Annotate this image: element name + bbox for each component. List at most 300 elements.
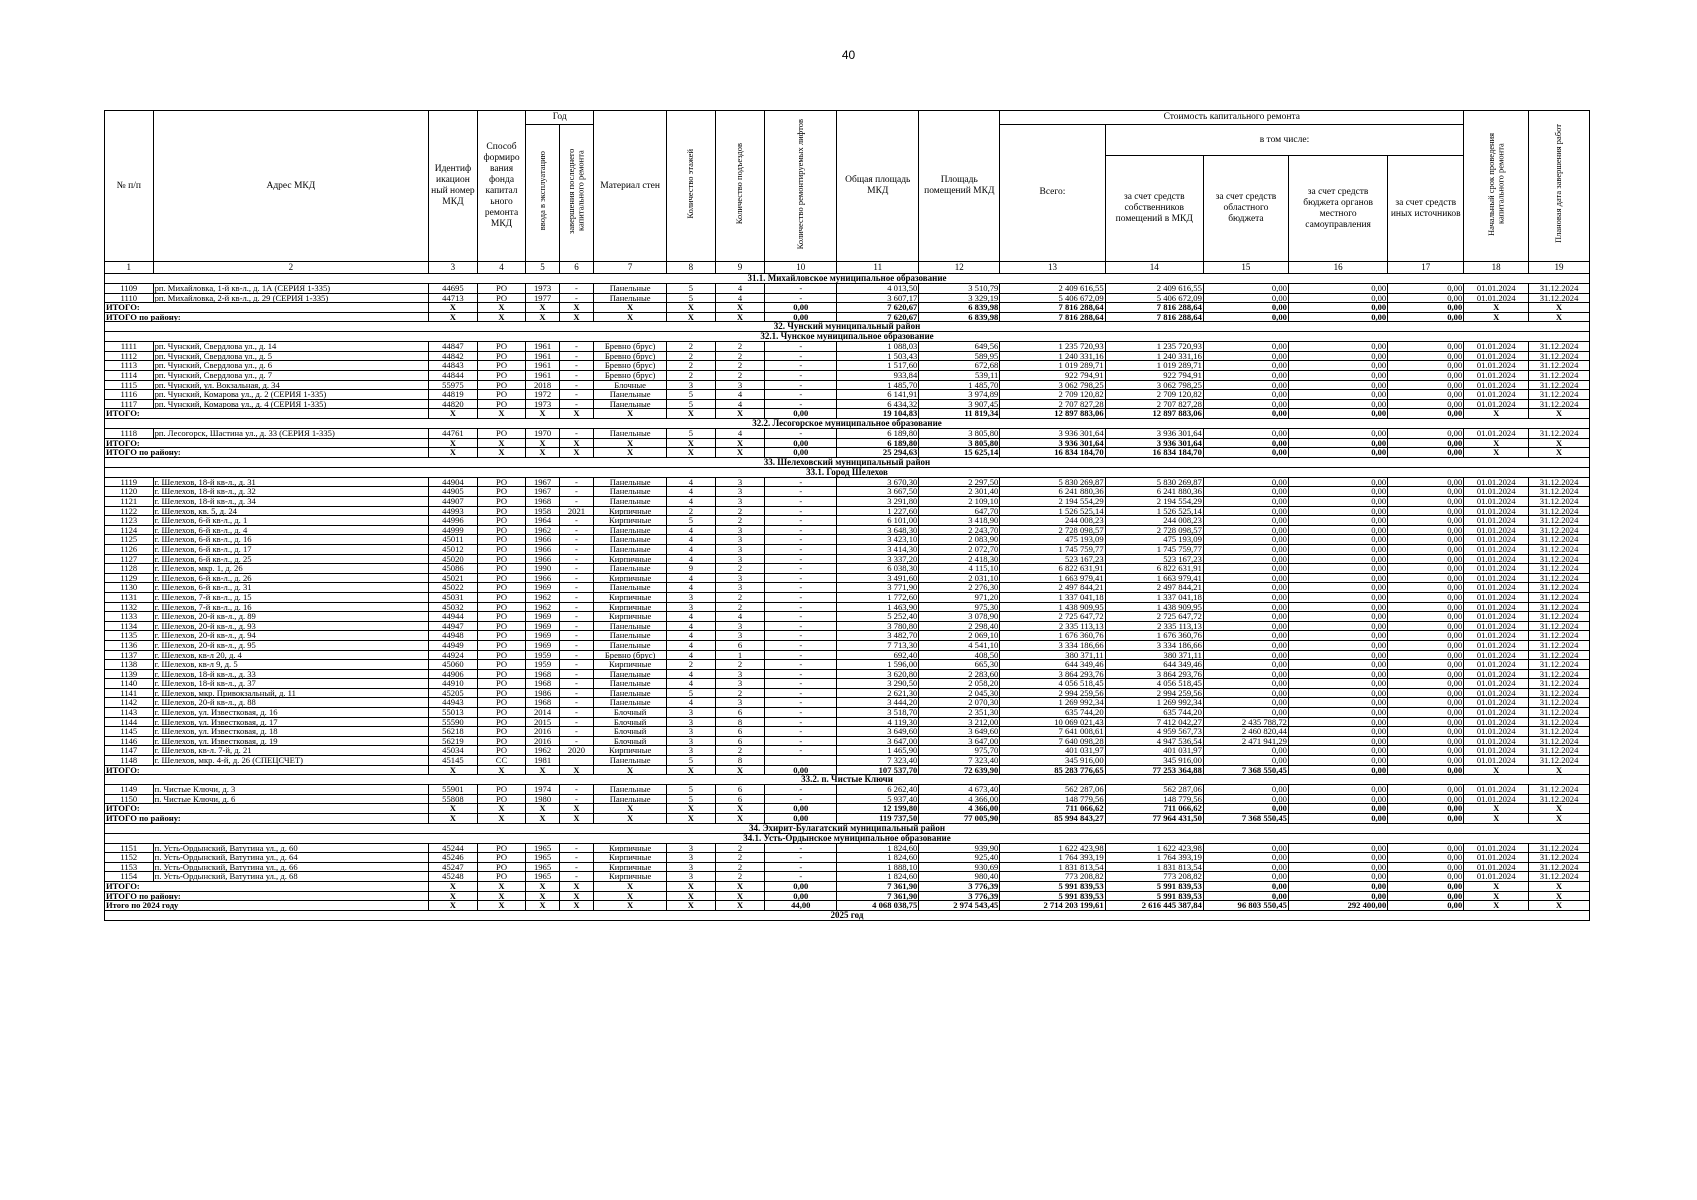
table-cell: X: [559, 438, 593, 448]
table-cell: 0,00: [1203, 621, 1288, 631]
table-cell: 1964: [526, 516, 559, 526]
table-cell: 2 728 098,57: [1000, 525, 1105, 535]
table-cell: X: [594, 891, 667, 901]
table-cell: 1123: [105, 516, 154, 526]
table-cell: рп. Чунский, Свердлова ул., д. 7: [153, 371, 429, 381]
table-cell: X: [559, 804, 593, 814]
table-cell: 3 776,39: [919, 891, 1000, 901]
table-cell: 01.01.2024: [1464, 698, 1529, 708]
table-cell: 31.12.2024: [1529, 621, 1590, 631]
table-cell: -: [559, 390, 593, 400]
table-cell: 4: [667, 679, 716, 689]
table-cell: 0,00: [1388, 506, 1464, 516]
table-cell: 2 418,30: [919, 554, 1000, 564]
table-cell: 2 194 554,29: [1105, 497, 1203, 507]
table-cell: 31.12.2024: [1529, 342, 1590, 352]
total-label: ИТОГО:: [105, 765, 429, 775]
table-cell: 0,00: [1203, 477, 1288, 487]
table-cell: 2: [715, 602, 765, 612]
table-cell: 25 294,63: [837, 448, 919, 458]
total-row: [105, 814, 1590, 824]
table-cell: X: [594, 901, 667, 911]
table-cell: г. Шелехов, 18-й кв-л., д. 31: [153, 477, 429, 487]
section-heading-row: [105, 322, 1590, 332]
table-cell: Кирпичные: [594, 592, 667, 602]
table-cell: 345 916,00: [1000, 756, 1105, 766]
table-row: [105, 698, 1590, 708]
table-cell: -: [765, 497, 837, 507]
table-cell: 44948: [429, 631, 478, 641]
column-number: 14: [1105, 261, 1203, 273]
table-row: [105, 660, 1590, 670]
table-cell: г. Шелехов, 20-й кв-л., д. 95: [153, 640, 429, 650]
table-cell: 0,00: [1388, 409, 1464, 419]
table-cell: 5: [667, 429, 716, 439]
table-cell: 2016: [526, 727, 559, 737]
table-cell: 1 622 423,98: [1105, 843, 1203, 853]
table-cell: 0,00: [1388, 312, 1464, 322]
table-cell: 0,00: [1203, 351, 1288, 361]
table-cell: 922 794,91: [1000, 371, 1105, 381]
table-cell: 1958: [526, 506, 559, 516]
table-cell: 0,00: [1203, 708, 1288, 718]
table-cell: 2 194 554,29: [1000, 497, 1105, 507]
table-cell: 31.12.2024: [1529, 351, 1590, 361]
table-cell: 971,20: [919, 592, 1000, 602]
table-cell: 1961: [526, 361, 559, 371]
table-cell: 45020: [429, 554, 478, 564]
total-label: ИТОГО:: [105, 303, 429, 313]
table-cell: X: [667, 765, 716, 775]
table-cell: 8: [715, 756, 765, 766]
table-cell: 1962: [526, 746, 559, 756]
table-cell: 0,00: [1388, 872, 1464, 882]
table-cell: X: [559, 881, 593, 891]
table-cell: 4: [667, 650, 716, 660]
table-cell: 85 994 843,27: [1000, 814, 1105, 824]
table-cell: 6 262,40: [837, 785, 919, 795]
table-cell: 3 771,90: [837, 583, 919, 593]
table-cell: 12 199,80: [837, 804, 919, 814]
table-cell: 2: [715, 660, 765, 670]
table-cell: 31.12.2024: [1529, 535, 1590, 545]
table-cell: 0,00: [1288, 756, 1387, 766]
table-cell: 0,00: [1203, 506, 1288, 516]
table-cell: 0,00: [1288, 872, 1387, 882]
table-cell: 0,00: [1388, 448, 1464, 458]
table-cell: X: [715, 312, 765, 322]
table-cell: -: [559, 679, 593, 689]
table-cell: 56218: [429, 727, 478, 737]
table-cell: 4: [715, 612, 765, 622]
table-cell: 773 208,82: [1000, 872, 1105, 882]
table-cell: 1 622 423,98: [1000, 843, 1105, 853]
table-cell: X: [429, 804, 478, 814]
table-cell: 692,40: [837, 650, 919, 660]
table-cell: РО: [477, 351, 526, 361]
table-cell: 562 287,06: [1105, 785, 1203, 795]
table-cell: 77 005,90: [919, 814, 1000, 824]
table-cell: -: [559, 736, 593, 746]
table-cell: 1146: [105, 736, 154, 746]
table-row: [105, 371, 1590, 381]
table-cell: 01.01.2024: [1464, 717, 1529, 727]
table-cell: -: [765, 535, 837, 545]
table-cell: X: [526, 814, 559, 824]
table-cell: 3: [715, 573, 765, 583]
table-cell: 6 822 631,91: [1000, 564, 1105, 574]
table-cell: 0,00: [1288, 736, 1387, 746]
table-cell: 1968: [526, 679, 559, 689]
table-cell: Панельные: [594, 535, 667, 545]
table-cell: -: [559, 380, 593, 390]
table-cell: 5 830 269,87: [1000, 477, 1105, 487]
table-cell: -: [765, 342, 837, 352]
table-cell: Панельные: [594, 669, 667, 679]
table-cell: X: [594, 814, 667, 824]
table-cell: Кирпичные: [594, 516, 667, 526]
table-cell: г. Шелехов, ул. Известковая, д. 16: [153, 708, 429, 718]
table-cell: 4: [667, 669, 716, 679]
table-cell: 3 647,00: [919, 736, 1000, 746]
table-cell: 2: [715, 351, 765, 361]
table-cell: 0,00: [1388, 573, 1464, 583]
table-cell: 55808: [429, 794, 478, 804]
table-cell: 1 088,03: [837, 342, 919, 352]
section-heading: 32. Чунский муниципальный район: [105, 322, 1590, 332]
table-cell: 01.01.2024: [1464, 785, 1529, 795]
table-cell: -: [559, 843, 593, 853]
table-cell: 0,00: [1388, 621, 1464, 631]
table-cell: 0,00: [1203, 371, 1288, 381]
table-cell: 2 709 120,82: [1000, 390, 1105, 400]
table-cell: 0,00: [1203, 583, 1288, 593]
table-cell: 2020: [559, 746, 593, 756]
table-cell: 0,00: [1388, 544, 1464, 554]
table-cell: 31.12.2024: [1529, 785, 1590, 795]
table-cell: 6: [715, 794, 765, 804]
table-cell: РО: [477, 746, 526, 756]
table-cell: 15 625,14: [919, 448, 1000, 458]
table-cell: 2 707 827,28: [1105, 399, 1203, 409]
table-cell: -: [765, 708, 837, 718]
table-cell: г. Шелехов, 6-й кв-л., д. 25: [153, 554, 429, 564]
table-cell: 0,00: [1288, 497, 1387, 507]
table-cell: X: [559, 409, 593, 419]
table-cell: 31.12.2024: [1529, 746, 1590, 756]
table-cell: 7 620,67: [837, 303, 919, 313]
table-cell: X: [667, 438, 716, 448]
table-cell: 3 907,45: [919, 399, 1000, 409]
table-cell: 0,00: [1203, 891, 1288, 901]
table-cell: 0,00: [765, 448, 837, 458]
table-cell: РО: [477, 283, 526, 293]
table-cell: 01.01.2024: [1464, 506, 1529, 516]
table-cell: 2: [715, 361, 765, 371]
table-cell: -: [559, 650, 593, 660]
table-row: [105, 351, 1590, 361]
table-row: [105, 525, 1590, 535]
table-cell: 0,00: [1203, 554, 1288, 564]
table-cell: Бревно (брус): [594, 371, 667, 381]
table-cell: рп. Михайловка, 1-й кв-л., д. 1А (СЕРИЯ 1-335): [153, 283, 429, 293]
table-cell: 1132: [105, 602, 154, 612]
table-cell: 31.12.2024: [1529, 708, 1590, 718]
table-cell: Панельные: [594, 399, 667, 409]
table-cell: 1143: [105, 708, 154, 718]
table-cell: 539,11: [919, 371, 1000, 381]
table-cell: 0,00: [1288, 506, 1387, 516]
table-cell: 0,00: [1388, 804, 1464, 814]
table-cell: 0,00: [1288, 814, 1387, 824]
table-cell: -: [559, 361, 593, 371]
table-cell: рп. Лесогорск, Шастина ул., д. 33 (СЕРИЯ 1-335): [153, 429, 429, 439]
table-cell: -: [765, 429, 837, 439]
table-cell: 644 349,46: [1000, 660, 1105, 670]
table-cell: 31.12.2024: [1529, 717, 1590, 727]
table-cell: 1 517,60: [837, 361, 919, 371]
table-cell: 2: [667, 342, 716, 352]
table-cell: 3: [715, 487, 765, 497]
table-cell: 1967: [526, 487, 559, 497]
table-cell: РО: [477, 535, 526, 545]
table-cell: 1135: [105, 631, 154, 641]
table-cell: рп. Чунский, Комарова ул., д. 2 (СЕРИЯ 1-335): [153, 390, 429, 400]
table-cell: 0,00: [1203, 448, 1288, 458]
table-cell: г. Шелехов, кв-л 9, д. 5: [153, 660, 429, 670]
table-cell: 2 974 543,45: [919, 901, 1000, 911]
total-row: [105, 891, 1590, 901]
table-cell: 3: [667, 717, 716, 727]
table-cell: 3 864 293,76: [1105, 669, 1203, 679]
total-row: [105, 312, 1590, 322]
table-cell: 0,00: [1203, 535, 1288, 545]
table-cell: 3 418,90: [919, 516, 1000, 526]
table-cell: X: [715, 804, 765, 814]
table-cell: 4: [667, 621, 716, 631]
capital-repair-table: [104, 110, 1590, 921]
table-cell: РО: [477, 592, 526, 602]
header-other: за счет средств иных источников: [1388, 156, 1464, 262]
header-premises-area: Площадь помещений МКД: [919, 111, 1000, 262]
header-lifts: Количество ремонтируемых лифтов: [765, 111, 837, 262]
table-cell: 3 444,20: [837, 698, 919, 708]
header-ident: Идентиф икацион ный номер МКД: [429, 111, 478, 262]
table-cell: 4: [715, 429, 765, 439]
table-cell: 148 779,56: [1105, 794, 1203, 804]
total-row: [105, 881, 1590, 891]
table-cell: X: [477, 438, 526, 448]
table-cell: X: [559, 814, 593, 824]
table-cell: 55590: [429, 717, 478, 727]
table-cell: -: [765, 669, 837, 679]
table-cell: рп. Чунский, Комарова ул., д. 4 (СЕРИЯ 1-335): [153, 399, 429, 409]
table-cell: 0,00: [1203, 612, 1288, 622]
table-cell: X: [1529, 891, 1590, 901]
table-cell: 562 287,06: [1000, 785, 1105, 795]
table-cell: 01.01.2024: [1464, 429, 1529, 439]
table-cell: 01.01.2024: [1464, 525, 1529, 535]
table-cell: -: [765, 592, 837, 602]
table-cell: 1969: [526, 612, 559, 622]
column-number: 8: [667, 261, 716, 273]
table-cell: 1145: [105, 727, 154, 737]
table-cell: 2 335 113,13: [1105, 621, 1203, 631]
table-cell: 649,56: [919, 342, 1000, 352]
table-cell: 1968: [526, 698, 559, 708]
total-label: ИТОГО по району:: [105, 448, 429, 458]
table-cell: 0,00: [1388, 640, 1464, 650]
table-cell: 0,00: [1388, 669, 1464, 679]
table-cell: -: [765, 785, 837, 795]
total-row: [105, 448, 1590, 458]
table-cell: 5: [667, 283, 716, 293]
table-cell: 0,00: [1288, 765, 1387, 775]
table-cell: 0,00: [1203, 872, 1288, 882]
table-cell: 01.01.2024: [1464, 688, 1529, 698]
table-cell: 3 864 293,76: [1000, 669, 1105, 679]
table-cell: Кирпичные: [594, 872, 667, 882]
table-cell: РО: [477, 785, 526, 795]
table-cell: 0,00: [1288, 390, 1387, 400]
table-cell: X: [1529, 814, 1590, 824]
table-cell: 01.01.2024: [1464, 371, 1529, 381]
table-cell: 1 235 720,93: [1000, 342, 1105, 352]
table-cell: 3 620,80: [837, 669, 919, 679]
total-label: ИТОГО:: [105, 881, 429, 891]
table-cell: 0,00: [1288, 669, 1387, 679]
table-cell: X: [594, 765, 667, 775]
table-cell: 01.01.2024: [1464, 554, 1529, 564]
table-cell: 1973: [526, 283, 559, 293]
table-cell: 0,00: [1288, 342, 1387, 352]
table-cell: 01.01.2024: [1464, 516, 1529, 526]
table-cell: РО: [477, 516, 526, 526]
table-cell: 2 045,30: [919, 688, 1000, 698]
table-cell: 31.12.2024: [1529, 516, 1590, 526]
table-cell: 1148: [105, 756, 154, 766]
table-cell: X: [526, 891, 559, 901]
table-cell: 1 676 360,76: [1105, 631, 1203, 641]
table-cell: 925,40: [919, 853, 1000, 863]
header-address: Адрес МКД: [153, 111, 429, 262]
table-cell: 380 371,11: [1000, 650, 1105, 660]
table-cell: 0,00: [1388, 438, 1464, 448]
table-cell: 0,00: [1203, 669, 1288, 679]
table-cell: X: [1464, 765, 1529, 775]
table-cell: 0,00: [1388, 794, 1464, 804]
table-cell: 6 141,91: [837, 390, 919, 400]
table-cell: Бревно (брус): [594, 361, 667, 371]
table-cell: 1962: [526, 592, 559, 602]
total-row: [105, 901, 1590, 911]
table-cell: 3: [715, 535, 765, 545]
table-cell: 2: [715, 592, 765, 602]
table-cell: 4: [667, 573, 716, 583]
table-cell: 5 406 672,09: [1000, 293, 1105, 303]
table-cell: 0,00: [1288, 717, 1387, 727]
table-cell: 0,00: [1288, 891, 1387, 901]
table-cell: 7 713,30: [837, 640, 919, 650]
header-year-in: ввода в эксплуатацию: [526, 124, 559, 261]
table-cell: -: [559, 698, 593, 708]
table-cell: 1973: [526, 399, 559, 409]
table-cell: X: [1464, 312, 1529, 322]
table-cell: 01.01.2024: [1464, 592, 1529, 602]
table-cell: 635 744,20: [1000, 708, 1105, 718]
table-row: [105, 535, 1590, 545]
table-cell: 0,00: [1288, 283, 1387, 293]
table-cell: -: [559, 525, 593, 535]
table-cell: 0,00: [1288, 708, 1387, 718]
table-cell: X: [477, 303, 526, 313]
table-cell: 2 616 445 387,84: [1105, 901, 1203, 911]
table-cell: 1 663 979,41: [1105, 573, 1203, 583]
table-cell: 4: [667, 525, 716, 535]
table-row: [105, 736, 1590, 746]
table-cell: 3 936 301,64: [1105, 429, 1203, 439]
table-cell: Кирпичные: [594, 602, 667, 612]
table-cell: X: [1464, 409, 1529, 419]
table-cell: X: [594, 804, 667, 814]
table-cell: 0,00: [1388, 756, 1464, 766]
table-cell: 107 537,70: [837, 765, 919, 775]
table-cell: [765, 756, 837, 766]
header-start: Начальный срок проведения капитального ремонта: [1464, 111, 1529, 262]
section-heading: 32.2. Лесогорское муниципальное образование: [105, 419, 1590, 429]
table-cell: 523 167,23: [1000, 554, 1105, 564]
table-cell: 3: [715, 631, 765, 641]
table-cell: 31.12.2024: [1529, 293, 1590, 303]
column-number: 2: [153, 261, 429, 273]
header-end: Плановая дата завершения работ: [1529, 111, 1590, 262]
table-cell: 672,68: [919, 361, 1000, 371]
table-cell: 401 031,97: [1105, 746, 1203, 756]
table-cell: 31.12.2024: [1529, 698, 1590, 708]
column-number: 11: [837, 261, 919, 273]
table-cell: 7 412 042,27: [1105, 717, 1203, 727]
header-floors: Количество этажей: [667, 111, 716, 262]
table-cell: 3 974,89: [919, 390, 1000, 400]
table-cell: 31.12.2024: [1529, 506, 1590, 516]
table-cell: 12 897 883,06: [1000, 409, 1105, 419]
table-cell: X: [667, 891, 716, 901]
table-cell: X: [477, 409, 526, 419]
table-cell: 3: [667, 736, 716, 746]
table-cell: 2 994 259,56: [1105, 688, 1203, 698]
table-cell: 0,00: [1288, 361, 1387, 371]
header-method: Способ формиро вания фонда капитал ьного ремонта МКД: [477, 111, 526, 262]
table-cell: 3 607,17: [837, 293, 919, 303]
table-cell: 3: [715, 583, 765, 593]
table-cell: 0,00: [1203, 429, 1288, 439]
table-cell: 401 031,97: [1000, 746, 1105, 756]
table-cell: 1981: [526, 756, 559, 766]
table-cell: 4: [667, 583, 716, 593]
table-cell: 0,00: [765, 814, 837, 824]
table-cell: 1 235 720,93: [1105, 342, 1203, 352]
table-cell: X: [1529, 409, 1590, 419]
table-cell: 4: [715, 399, 765, 409]
table-cell: -: [765, 698, 837, 708]
table-cell: 0,00: [1388, 342, 1464, 352]
table-cell: -: [765, 516, 837, 526]
table-cell: 5: [667, 390, 716, 400]
table-cell: X: [429, 891, 478, 901]
table-cell: 2: [667, 660, 716, 670]
table-cell: -: [559, 669, 593, 679]
table-cell: 345 916,00: [1105, 756, 1203, 766]
